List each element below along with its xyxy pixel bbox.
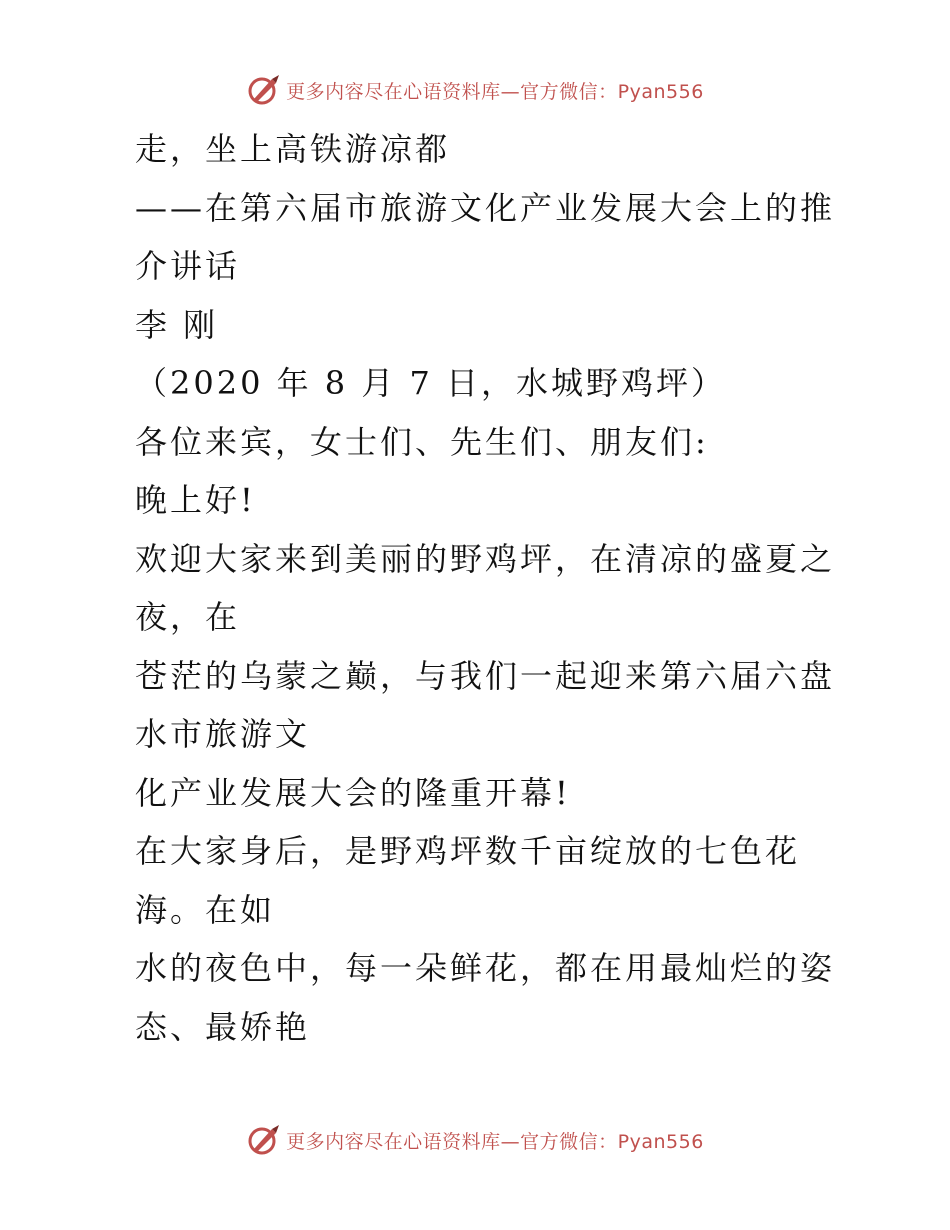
doc-title: 走，坐上高铁游凉都 (135, 130, 451, 168)
doc-paragraph: 苍茫的乌蒙之巅，与我们一起迎来第六届六盘水市旅游文 (135, 656, 836, 753)
document-body (97, 120, 867, 1056)
doc-paragraph: 在大家身后，是野鸡坪数千亩绽放的七色花海。在如 (135, 832, 801, 929)
banner-text: 更多内容尽在心语资料库—官方微信：Pyan556 (286, 80, 704, 103)
doc-subtitle: ——在第六届市旅游文化产业发展大会上的推介讲话 (135, 188, 836, 285)
footer-banner (0, 1120, 950, 1160)
quill-logo-icon (246, 73, 282, 107)
doc-date-place: （2020 年 8 月 7 日，水城野鸡坪） (135, 364, 727, 402)
doc-greeting: 晚上好! (135, 481, 256, 519)
doc-author: 李 刚 (135, 305, 219, 344)
quill-logo-icon (246, 1123, 282, 1157)
doc-salutation: 各位来宾，女士们、先生们、朋友们: (135, 422, 709, 461)
header-banner (0, 70, 950, 110)
doc-paragraph: 水的夜色中，每一朵鲜花，都在用最灿烂的姿态、最娇艳 (135, 949, 836, 1046)
banner-text: 更多内容尽在心语资料库—官方微信：Pyan556 (286, 1130, 704, 1153)
doc-paragraph: 欢迎大家来到美丽的野鸡坪，在清凉的盛夏之夜，在 (135, 539, 836, 636)
doc-paragraph: 化产业发展大会的隆重开幕! (135, 773, 571, 812)
